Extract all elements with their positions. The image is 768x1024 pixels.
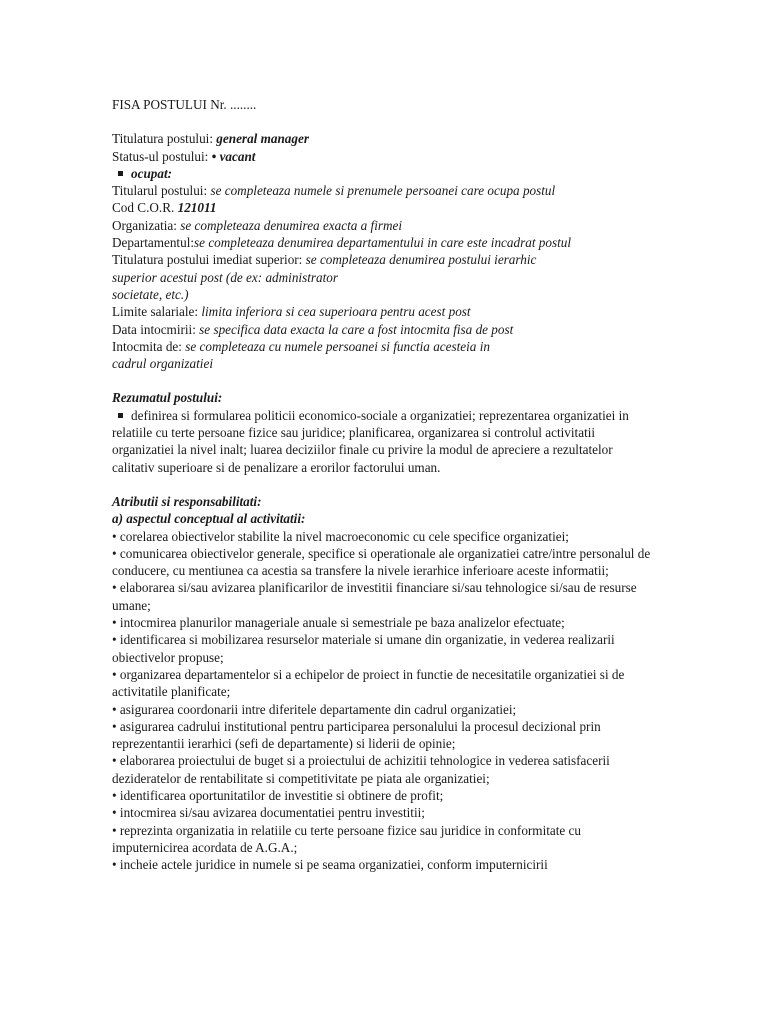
list-item: • asigurarea cadrului institutional pentru participarea personalului la procesul decizional prin reprezentantii ierarhici (sefi de departamente) si liderii de opinie; — [112, 718, 601, 752]
atributii-heading: Atributii si responsabilitati: — [112, 493, 262, 509]
square-bullet-icon — [118, 171, 123, 176]
rezumat-heading: Rezumatul postului: — [112, 390, 223, 406]
aspect-heading: a) aspectul conceptual al activitatii: — [112, 511, 306, 527]
list-item: • corelarea obiectivelor stabilite la nivel macroeconomic cu cele specifice organizatiei; — [112, 528, 569, 544]
cor-label: Cod C.O.R. — [112, 200, 178, 216]
data-value: se specifica data exacta la care a fost intocmita fisa de post — [199, 321, 514, 337]
list-item: • elaborarea si/sau avizarea planificarilor de investitii financiare si/sau tehnologice si/sau de resurse umane; — [112, 580, 637, 613]
cor-value: 121011 — [177, 200, 217, 216]
job-description — [112, 96, 657, 873]
document-title: FISA POSTULUI Nr. ........ — [112, 97, 257, 112]
limite-value: limita inferiora si cea superioara pentru acest post — [201, 304, 471, 320]
list-item: • elaborarea proiectului de buget si a proiectului de achizitii tehnologice in vederea satisfacerii dezideratelor de rentabilitate si competitivitate pe piata ale organizatiei; — [112, 753, 610, 786]
list-item: • comunicarea obiectivelor generale, specifice si operationale ale organizatiei catre/intre personalul de conducere, cu mentiunea ca acestia sa transfere la nivele ierarhice inferioare aceste informatii; — [112, 545, 651, 579]
list-item: • asigurarea coordonarii intre diferitele departamente din cadrul organizatiei; — [112, 701, 517, 717]
cor-row — [112, 199, 657, 216]
intocmita-value-2: cadrul organizatiei — [112, 356, 213, 372]
superior-row — [112, 251, 657, 268]
superior-value-2: superior acestui post (de ex: administrator — [112, 269, 338, 285]
titulatura-row — [112, 130, 657, 147]
list-item: • organizarea departamentelor si a echipelor de proiect in functie de necesitatile organizatiei si de activitatile planificate; — [112, 666, 625, 700]
square-bullet-icon — [118, 413, 123, 418]
superior-label: Titulatura postului imediat superior: — [112, 252, 306, 268]
status-value: • vacant — [211, 148, 256, 164]
org-row — [112, 217, 657, 234]
list-item: • intocmirea si/sau avizarea documentatiei pentru investitii; — [112, 805, 425, 821]
titulatura-label: Titulatura postului: — [112, 131, 217, 147]
superior-value-1: se completeaza denumirea postului ierarhic — [305, 252, 537, 268]
list-item: • incheie actele juridice in numele si pe seama organizatiei, conform imputernicirii — [112, 857, 548, 873]
limite-row — [112, 303, 657, 320]
dept-label: Departamentul: — [112, 235, 195, 251]
titular-row — [112, 182, 657, 199]
intocmita-value-1: se completeaza cu numele persoanei si functia acesteia in — [185, 338, 490, 354]
list-item: • identificarea si mobilizarea resurselor materiale si umane din organizatie, in vederea realizarii obiectivelor propuse; — [112, 632, 615, 665]
rezumat-text: definirea si formularea politicii economico-sociale a organizatiei; reprezentarea organizatiei in relatiile cu terte persoane fizice sau juridice; planificarea, organizarea si controlul activitatii organizatiei la nivel inalt; luarea deciziilor finale cu privire la modul de apreciere a rezultatelor calitativ superioare si de penalizare a erorilor factorului uman. — [112, 407, 629, 475]
responsibilities-list — [112, 528, 657, 874]
ocupat-label: ocupat: — [131, 165, 173, 181]
data-row — [112, 321, 657, 338]
intocmita-row — [112, 338, 657, 355]
dept-value: se completeaza denumirea departamentului in care este incadrat postul — [194, 235, 572, 251]
superior-value-3: societate, etc.) — [112, 286, 189, 302]
list-item: • reprezinta organizatia in relatiile cu terte persoane fizice sau juridice in conformitate cu imputernicirea acordata de A.G.A.; — [112, 822, 582, 855]
org-value: se completeaza denumirea exacta a firmei — [180, 217, 403, 233]
ocupat-row — [112, 165, 657, 182]
titular-value: se completeaza numele si prenumele persoanei care ocupa postul — [210, 183, 556, 199]
status-label: Status-ul postului: — [112, 148, 212, 164]
limite-label: Limite salariale: — [112, 304, 202, 320]
org-label: Organizatia: — [112, 217, 181, 233]
titulatura-value: general manager — [216, 131, 309, 147]
intocmita-label: Intocmita de: — [112, 338, 186, 354]
titular-label: Titularul postului: — [112, 183, 211, 199]
rezumat-paragraph — [112, 407, 657, 476]
dept-row — [112, 234, 657, 251]
data-label: Data intocmirii: — [112, 321, 200, 337]
list-item: • intocmirea planurilor manageriale anuale si semestriale pe baza analizelor efectuate; — [112, 615, 565, 631]
list-item: • identificarea oportunitatilor de investitie si obtinere de profit; — [112, 787, 444, 803]
status-row — [112, 148, 657, 165]
